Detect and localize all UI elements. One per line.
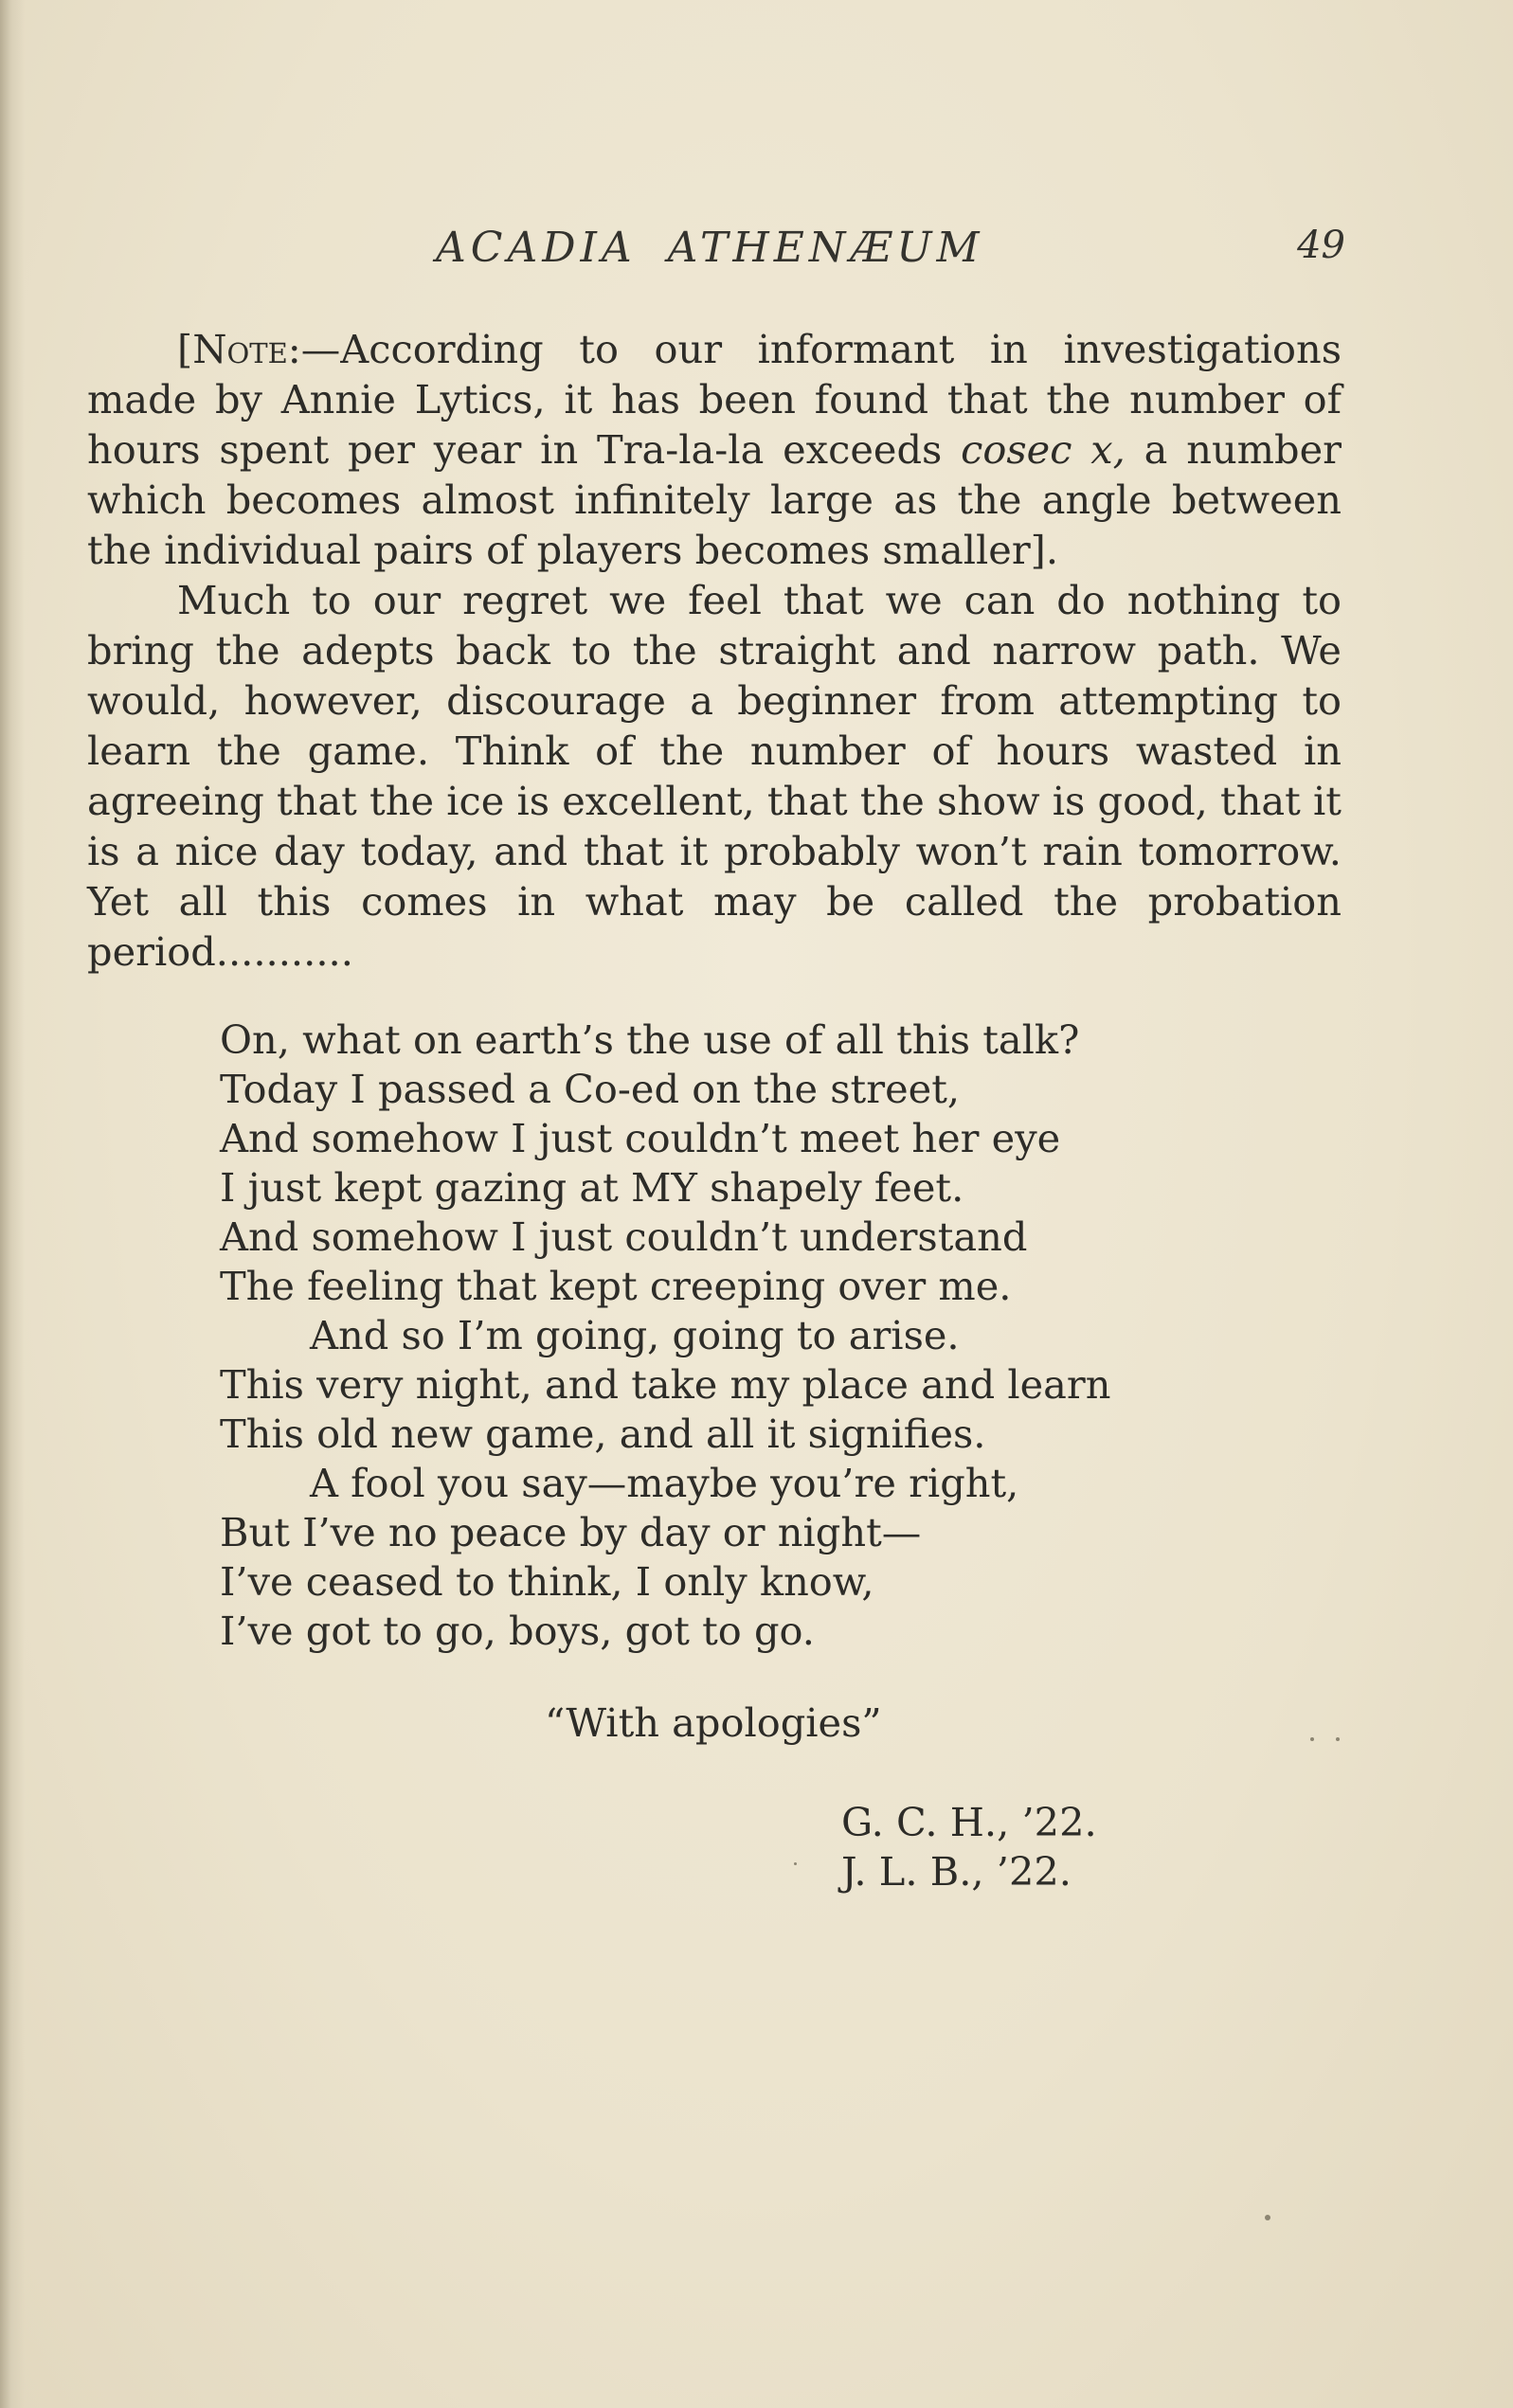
poem-line: And somehow I just couldn’t understand <box>220 1213 1028 1260</box>
poem <box>220 1015 1262 1656</box>
signatures <box>841 1798 1097 1896</box>
poem-line: On, what on earth’s the use of all this talk? <box>220 1016 1080 1063</box>
signature-first: G. C. H., ’22. <box>841 1799 1097 1845</box>
note-paragraph <box>87 324 1342 575</box>
paper-speck <box>1336 1737 1340 1741</box>
poem-line: I’ve got to go, boys, got to go. <box>220 1608 815 1654</box>
apologies-line: “With apologies” <box>545 1699 882 1746</box>
poem-line: This very night, and take my place and learn <box>220 1361 1111 1408</box>
signature-second: J. L. B., ’22. <box>841 1848 1072 1895</box>
note-math: cosec x, <box>961 426 1126 473</box>
poem-line: I just kept gazing at MY shapely feet. <box>220 1164 964 1211</box>
poem-line: This old new game, and all it signifies. <box>220 1411 986 1457</box>
poem-line: Today I passed a Co-ed on the street, <box>220 1066 961 1112</box>
note-tail: a number which becomes almost infinitely large as the angle between the individual pairs of players becomes smaller]. <box>87 426 1342 573</box>
running-header <box>85 224 1345 290</box>
poem-line: The feeling that kept creeping over me. <box>220 1263 1012 1309</box>
paper-speck <box>1265 2215 1270 2220</box>
poem-line: A fool you say—maybe you’re right, <box>310 1460 1019 1506</box>
paper-speck <box>1310 1737 1314 1741</box>
poem-line: And so I’m going, going to arise. <box>310 1312 960 1358</box>
running-title: ACADIA ATHENÆUM <box>436 224 984 272</box>
note-text: :—According to our informant in investigations made by Annie Lytics, it has been found that the number of hours spent per year in Tra-la-la exceeds <box>87 326 1342 473</box>
poem-line: And somehow I just couldn’t meet her eye <box>220 1115 1061 1161</box>
page-number: 49 <box>1297 224 1345 267</box>
poem-line: I’ve ceased to think, I only know, <box>220 1558 874 1605</box>
paper-speck <box>794 1862 797 1865</box>
note-label: [Note <box>177 326 288 372</box>
regret-paragraph: Much to our regret we feel that we can do nothing to bring the adepts back to the straight and narrow path. We would, however, discourage a beginner from attempting to learn the game. Think of the number of hours wasted in agreeing that the ice is excellent, that the show is good, that it is a nice day today, and that it probably won’t rain tomorrow. Yet all this comes in what may be called the probation period........... <box>87 577 1342 975</box>
binding-shadow <box>0 0 25 2408</box>
poem-line: But I’ve no peace by day or night— <box>220 1509 922 1555</box>
prose-body <box>87 324 1342 977</box>
